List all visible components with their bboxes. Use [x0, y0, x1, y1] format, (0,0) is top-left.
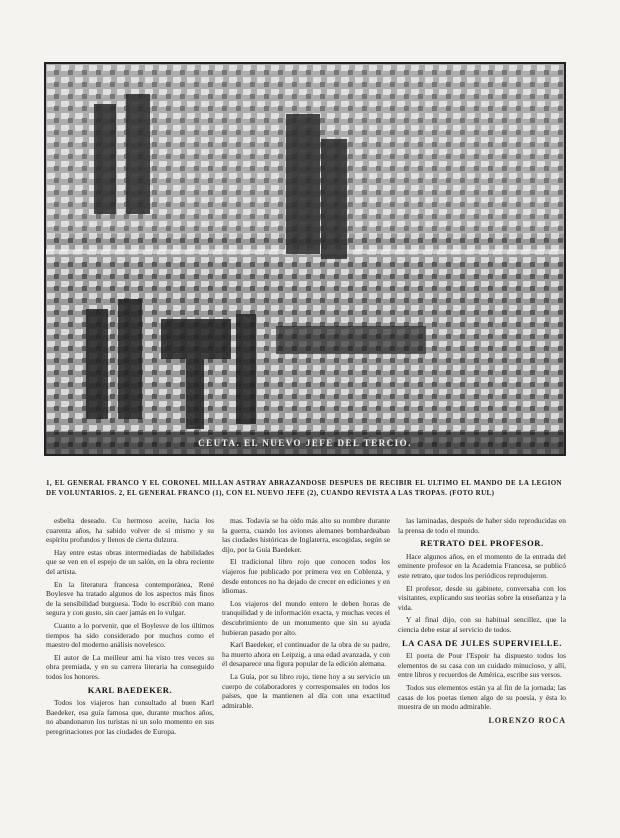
paragraph: las laminadas, después de haber sido reproducidas en la prensa de todo el mundo. — [398, 516, 566, 535]
paragraph: mas. Todavía se ha oído más alto su nombre durante la guerra, cuando los aviones alemanes bombardeaban las ciudades históricas de Inglaterra, escogidas, según se dijo, por la Guía Baedeker. — [222, 516, 390, 554]
paragraph: Y al final dijo, con su habitual sencillez, que la ciencia debe estar al servicio de todos. — [398, 615, 566, 634]
paragraph: El poeta de Pour l'Espoir ha dispuesto todos los elementos de su casa con un cuidado minucioso, y allí, entre libros y recuerdos de América, escribe sus versos. — [398, 651, 566, 680]
article-column-2 — [222, 516, 390, 830]
article-column-3 — [398, 516, 566, 830]
photo-frame — [44, 62, 566, 456]
caption-text: 1, EL GENERAL FRANCO Y EL CORONEL MILLAN ASTRAY ABRAZANDOSE DESPUES DE RECIBIR EL ULTIMO EL MANDO DE LA LEGION DE VOLUNTARIOS. 2, EL GENERAL FRANCO (1), CON EL NUEVO JEFE (2), CUANDO REVISTA A LAS TROPAS. (FOTO RUL) — [46, 479, 562, 497]
paragraph: La Guía, por su libro rojo, tiene hoy a su servicio un cuerpo de colaboradores y corresponsales en todos los países, que la mantienen al día con una exactitud admirable. — [222, 671, 390, 710]
paragraph: Hay entre estas obras intermediadas de habilidades que se ven en el espejo de un salón, en la obra reciente del artista. — [46, 547, 214, 576]
paragraph: Hace algunos años, en el momento de la entrada del eminente profesor en la Academia Francesa, se publicó este retrato, que todos los periódicos reprodujeron. — [398, 551, 566, 580]
paragraph: El autor de La meilleur ami ha visto tres veces su obra premiada, y en su carrera literaria ha conseguido todos los honores. — [46, 652, 214, 681]
paragraph: esbelta deseado. Cu hermoso aceite, hacia los cuarenta años, ha sabido volver de sí mismo y su espíritu profundos y llenos de cierta dulzura. — [46, 516, 214, 545]
photo-caption: CEUTA. EL NUEVO JEFE DEL TERCIO. — [198, 438, 412, 448]
section-heading: KARL BAEDEKER. — [87, 684, 173, 695]
paragraph: En la literatura francesa contemporánea, René Boylesve ha tratado algunos de los aspectos más finos de la sensibilidad burguesa. Todo lo escribió con mano segura y con gusto, sin caer jamás en lo vulgar. — [46, 579, 214, 618]
paragraph: Karl Baedeker, el continuador de la obra de su padre, ha muerto ahora en Leipzig, a una edad avanzada, y con él desaparece una figura popular de la edición alemana. — [222, 640, 390, 669]
paragraph: El tradicional libro rojo que conocen todos los viajeros fue publicado por primera vez en Coblenza, y desde entonces no ha dejado de crecer en ediciones y en idiomas. — [222, 557, 390, 596]
article-column-1 — [46, 516, 214, 830]
section-heading: LA CASA DE JULES SUPERVIELLE. — [402, 637, 562, 648]
paragraph: Todos los viajeros han consultado al buen Karl Baedeker, esa guía famosa que, durante muchos años, no abandonaron los turistas ni un solo momento en sus peregrinaciones por las ciudades de Europa. — [46, 698, 214, 736]
paragraph: El profesor, desde su gabinete, conversaba con los visitantes, explicando sus teorías sobre la enseñanza y la vida. — [398, 583, 566, 612]
paragraph: Cuanto a lo porvenir, que el Boylesve de los últimos tiempos ha sido considerado por muchos como el maestro del moderno análisis novelesco. — [46, 620, 214, 650]
paragraph: Los viajeros del mundo entero le deben horas de tranquilidad y de información exacta, y muchas veces el descubrimiento de un monumento que sin su ayuda hubieran pasado por alto. — [222, 598, 390, 637]
paragraph: Todos sus elementos están ya al fin de la jornada; las casas de los poetas tienen algo de su poesía, y ésta lo muestra de un modo admirable. — [398, 682, 566, 712]
section-heading: RETRATO DEL PROFESOR. — [420, 538, 544, 549]
photograph — [46, 64, 564, 454]
author-signature: LORENZO ROCA — [488, 715, 566, 725]
